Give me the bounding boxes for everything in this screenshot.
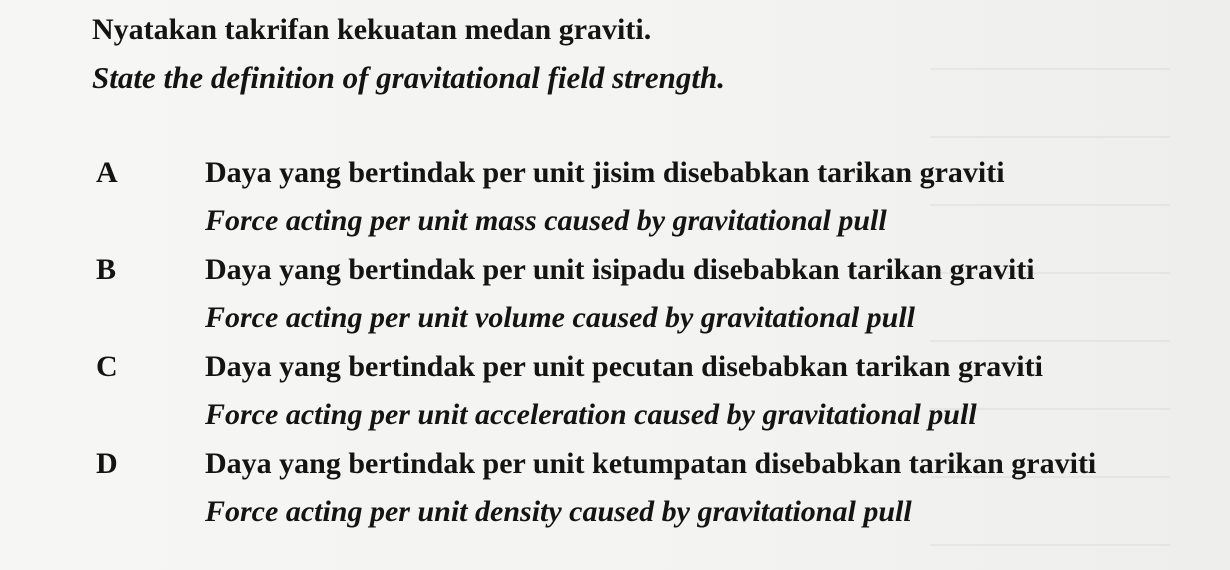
option-text xyxy=(205,441,1096,538)
option-letter: B xyxy=(96,253,117,286)
option-english: Force acting per unit volume caused by gravitational pull xyxy=(205,301,916,334)
option-english: Force acting per unit acceleration caused by gravitational pull xyxy=(205,398,977,431)
question-english: State the definition of gravitational field strength. xyxy=(92,60,725,95)
option-malay: Daya yang bertindak per unit ketumpatan disebabkan tarikan graviti xyxy=(205,447,1097,480)
option-english: Force acting per unit mass caused by gravitational pull xyxy=(205,204,887,237)
option-a[interactable] xyxy=(92,150,1096,247)
option-malay: Daya yang bertindak per unit pecutan disebabkan tarikan graviti xyxy=(205,350,1043,383)
question-malay: Nyatakan takrifan kekuatan medan graviti. xyxy=(92,13,652,46)
answer-options xyxy=(92,150,1096,538)
option-malay: Daya yang bertindak per unit jisim disebabkan tarikan graviti xyxy=(205,156,1005,189)
option-text xyxy=(205,150,1005,247)
option-letter: A xyxy=(96,156,118,189)
option-text xyxy=(205,344,1043,441)
option-b[interactable] xyxy=(92,247,1096,344)
option-c[interactable] xyxy=(92,344,1096,441)
option-letter: C xyxy=(96,350,118,383)
question-block xyxy=(92,8,725,100)
option-d[interactable] xyxy=(92,441,1096,538)
option-malay: Daya yang bertindak per unit isipadu disebabkan tarikan graviti xyxy=(205,253,1035,286)
option-text xyxy=(205,247,1035,344)
option-letter: D xyxy=(96,447,118,480)
option-english: Force acting per unit density caused by gravitational pull xyxy=(205,495,912,528)
